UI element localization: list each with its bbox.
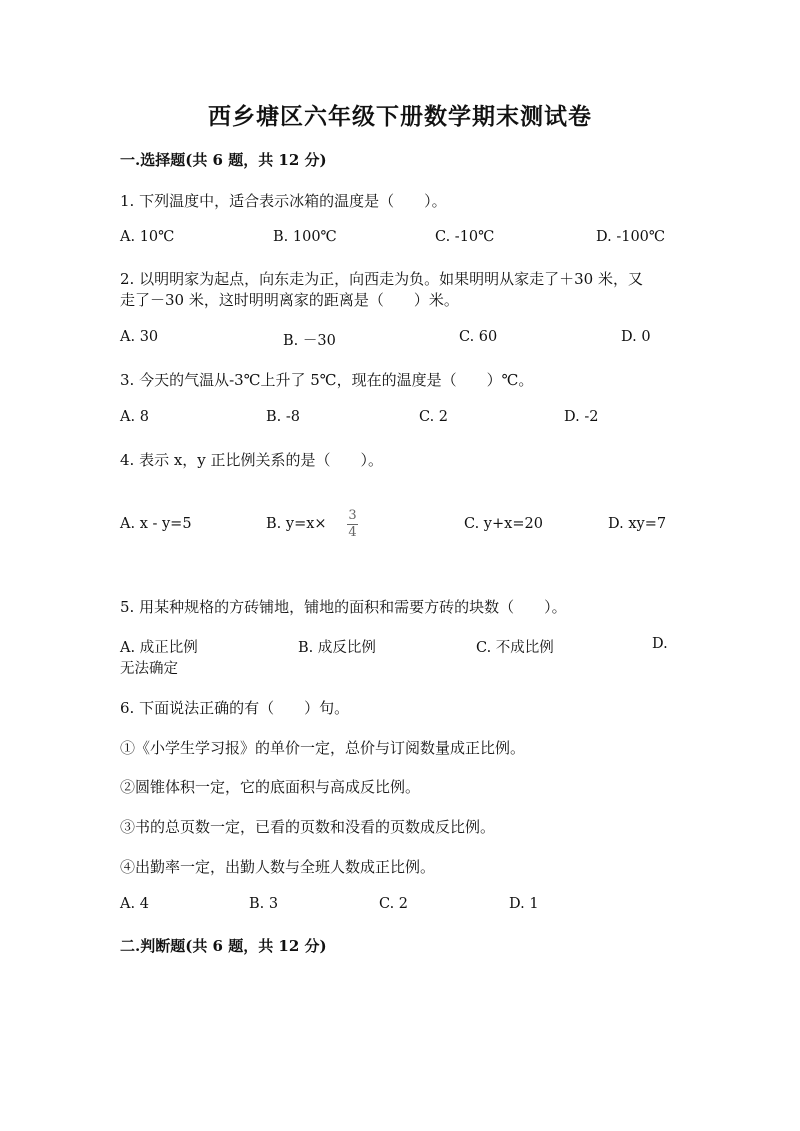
fraction-denominator: 4 <box>348 525 357 540</box>
question-2-option-c: C. 60 <box>459 329 498 345</box>
question-6-option-c: C. 2 <box>379 896 409 912</box>
section-heading-judgment: 二.判断题(共 6 题，共 12 分) <box>120 937 327 955</box>
question-4-option-c: C. y+x=20 <box>464 516 543 532</box>
question-5-option-d-text: 无法确定 <box>120 661 178 677</box>
question-5-option-b: B. 成反比例 <box>298 640 376 656</box>
question-5-option-c: C. 不成比例 <box>476 640 554 656</box>
question-3-stem: 3. 今天的气温从-3℃上升了 5℃，现在的温度是（ ）℃。 <box>120 371 534 389</box>
question-1-option-d: D. -100℃ <box>596 229 666 245</box>
question-1-stem: 1. 下列温度中，适合表示冰箱的温度是（ ）。 <box>120 192 447 210</box>
question-4-option-b: B. y=x× <box>266 516 327 532</box>
question-5-stem: 5. 用某种规格的方砖铺地，铺地的面积和需要方砖的块数（ ）。 <box>120 598 567 616</box>
question-6-stem: 6. 下面说法正确的有（ ）句。 <box>120 699 350 717</box>
question-6-statement-2: ②圆锥体积一定，它的底面积与高成反比例。 <box>120 778 421 796</box>
question-3-option-b: B. -8 <box>266 409 300 425</box>
question-6-option-b: B. 3 <box>249 896 279 912</box>
question-6-option-a: A. 4 <box>120 896 149 912</box>
question-3-option-c: C. 2 <box>419 409 449 425</box>
question-3-option-d: D. -2 <box>564 409 599 425</box>
question-1-option-a: A. 10℃ <box>120 229 175 245</box>
page-title: 西乡塘区六年级下册数学期末测试卷 <box>208 103 592 130</box>
section-heading-choice: 一.选择题(共 6 题，共 12 分) <box>120 151 327 169</box>
fraction-numerator: 3 <box>348 508 357 523</box>
question-4-stem: 4. 表示 x，y 正比例关系的是（ ）。 <box>120 451 384 469</box>
question-3-option-a: A. 8 <box>120 409 149 425</box>
question-6-statement-3: ③书的总页数一定，已看的页数和没看的页数成反比例。 <box>120 818 496 836</box>
question-4-fraction <box>347 509 358 540</box>
question-6-statement-1: ①《小学生学习报》的单价一定，总价与订阅数量成正比例。 <box>120 739 526 757</box>
question-2-option-b: B. －30 <box>283 333 336 349</box>
question-6-option-d: D. 1 <box>509 896 539 912</box>
question-2-option-d: D. 0 <box>621 329 651 345</box>
question-4-option-a: A. x - y=5 <box>120 516 192 532</box>
question-2-stem-line-1: 2. 以明明家为起点，向东走为正，向西走为负。如果明明从家走了＋30 米，又 <box>120 270 643 288</box>
question-5-option-d: D. <box>652 636 668 652</box>
question-2-option-a: A. 30 <box>120 329 159 345</box>
question-2-stem-line-2: 走了－30 米，这时明明离家的距离是（ ）米。 <box>120 291 459 309</box>
question-6-statement-4: ④出勤率一定，出勤人数与全班人数成正比例。 <box>120 858 436 876</box>
question-1-option-c: C. -10℃ <box>435 229 495 245</box>
question-1-option-b: B. 100℃ <box>273 229 337 245</box>
question-4-option-d: D. xy=7 <box>608 516 667 532</box>
question-5-option-a: A. 成正比例 <box>120 640 198 656</box>
